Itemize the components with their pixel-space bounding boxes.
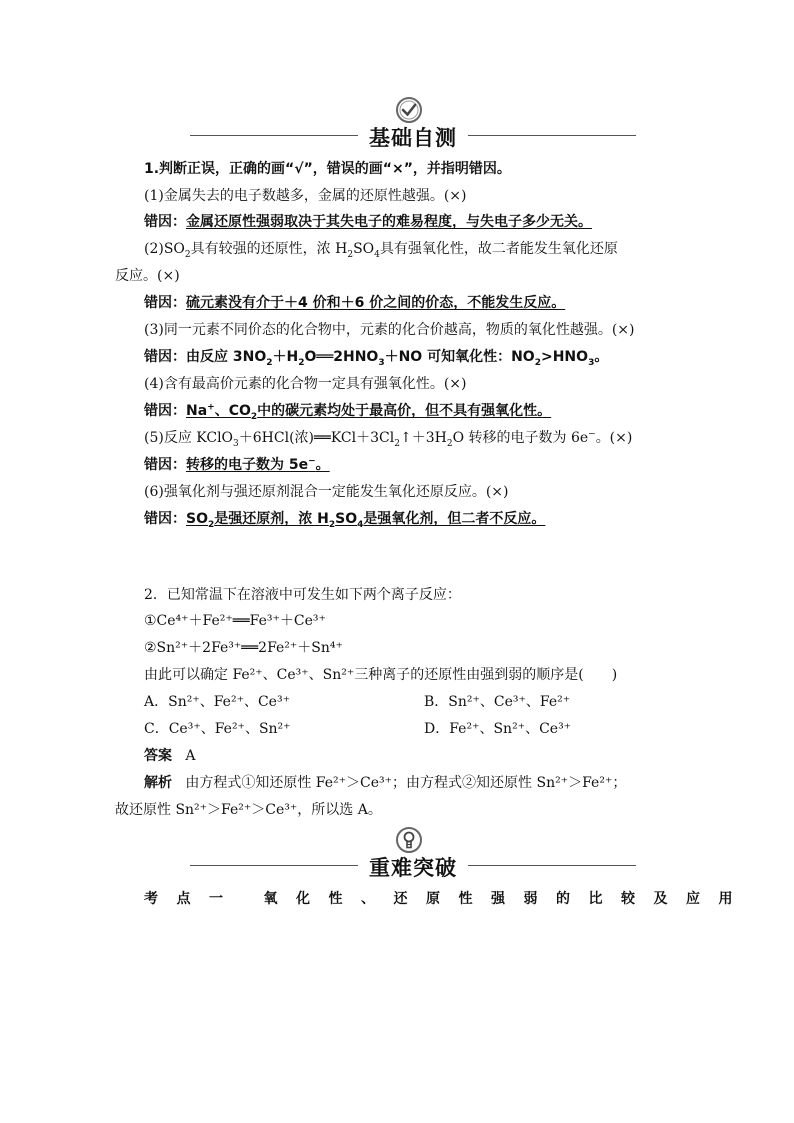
q1-item2-reason: 错因：硫元素没有介于＋4 价和＋6 价之间的价态，不能发生反应。 xyxy=(144,295,566,311)
header-rule-left xyxy=(190,135,358,136)
q2-option-d: D．Fe²⁺、Sn²⁺、Ce³⁺ xyxy=(424,721,572,737)
q2-option-c: C．Ce³⁺、Fe²⁺、Sn²⁺ xyxy=(144,721,291,737)
header-rule-right xyxy=(468,865,636,866)
section-title: 重难突破 xyxy=(369,856,457,880)
q1-item4-statement: (4)含有最高价元素的化合物一定具有强氧化性。(×) xyxy=(144,376,467,392)
answer-label: 答案 xyxy=(144,748,172,764)
q1-item5-statement: (5)反应 KClO$_3$＋6HCl(浓)$══KCl+3Cl_2↑+3H_2O$ 转移的电子数为 6e−。(×) xyxy=(144,429,633,449)
q1-item3-statement: (3)同一元素不同价态的化合物中，元素的化合价越高，物质的氧化性越强。(×) xyxy=(144,322,635,338)
header-rule-left xyxy=(190,865,358,866)
q2-option-b: B．Sn²⁺、Ce³⁺、Fe²⁺ xyxy=(424,694,571,710)
section-header-basic-selftest xyxy=(190,96,636,152)
q2-question: 由此可以确定 Fe²⁺、Ce³⁺、Sn²⁺三种离子的还原性由强到弱的顺序是( ) xyxy=(144,667,618,683)
answer-value: A xyxy=(185,748,196,764)
analysis-label: 解析 xyxy=(144,775,172,791)
q1-item2-statement: $(2)SO_2$具有较强的还原性，浓 $H_2SO_4$具有强氧化性，故二者能发生氧化还原 xyxy=(144,241,618,260)
q2-stem: 2．已知常温下在溶液中可发生如下两个离子反应： xyxy=(144,587,461,603)
q2-analysis-line2: 故还原性 Sn²⁺＞Fe²⁺＞Ce³⁺，所以选 A。 xyxy=(115,802,382,818)
q1-item6-reason: 错因：$SO_2$是强还原剂，浓 $H_2SO_4$是强氧化剂，但二者不反应。 xyxy=(144,511,546,530)
q2-reaction-1: ①Ce⁴⁺＋Fe²⁺══Fe³⁺＋Ce³⁺ xyxy=(144,613,326,629)
q1-item6-statement: (6)强氧化剂与强还原剂混合一定能发生氧化还原反应。(×) xyxy=(144,484,509,500)
q1-item2-statement-cont: 反应。(×) xyxy=(115,268,180,284)
q1-item3-reason: 错因：由反应 $3NO_2+H_2O══2HNO_3+NO$ 可知氧化性：$NO_2>HNO_3$。 xyxy=(144,349,609,368)
q1-stem: 1.判断正误，正确的画“√”，错误的画“×”，并指明错因。 xyxy=(144,161,511,177)
topic-label: 考点一 xyxy=(144,891,242,907)
topic-heading xyxy=(144,890,751,908)
q2-analysis-line1: 解析 由方程式①知还原性 Fe²⁺＞Ce³⁺；由方程式②知还原性 Sn²⁺＞Fe²⁺； xyxy=(144,775,627,791)
q1-item1-statement: (1)金属失去的电子数越多，金属的还原性越强。(×) xyxy=(144,188,467,204)
lightbulb-icon xyxy=(395,826,423,854)
section-title: 基础自测 xyxy=(369,126,457,150)
q2-answer xyxy=(144,747,195,765)
header-rule-right xyxy=(468,135,636,136)
q2-reaction-2: ②Sn²⁺＋2Fe³⁺══2Fe²⁺＋Sn⁴⁺ xyxy=(144,640,343,656)
q1-item5-reason: 错因：转移的电子数为 5e−。 xyxy=(144,456,330,473)
check-circle-icon xyxy=(395,96,423,124)
q1-item1-reason: 错因：金属还原性强弱取决于其失电子的难易程度，与失电子多少无关。 xyxy=(144,214,592,230)
q2-option-a: A．Sn²⁺、Fe²⁺、Ce³⁺ xyxy=(144,694,290,710)
section-header-key-breakthrough xyxy=(190,826,636,882)
topic-title: 氧化性、还原性强弱的比较及应用 xyxy=(263,891,751,907)
q1-item4-reason: 错因：Na+、$CO_2$中的碳元素均处于最高价，但不具有强氧化性。 xyxy=(144,402,552,422)
